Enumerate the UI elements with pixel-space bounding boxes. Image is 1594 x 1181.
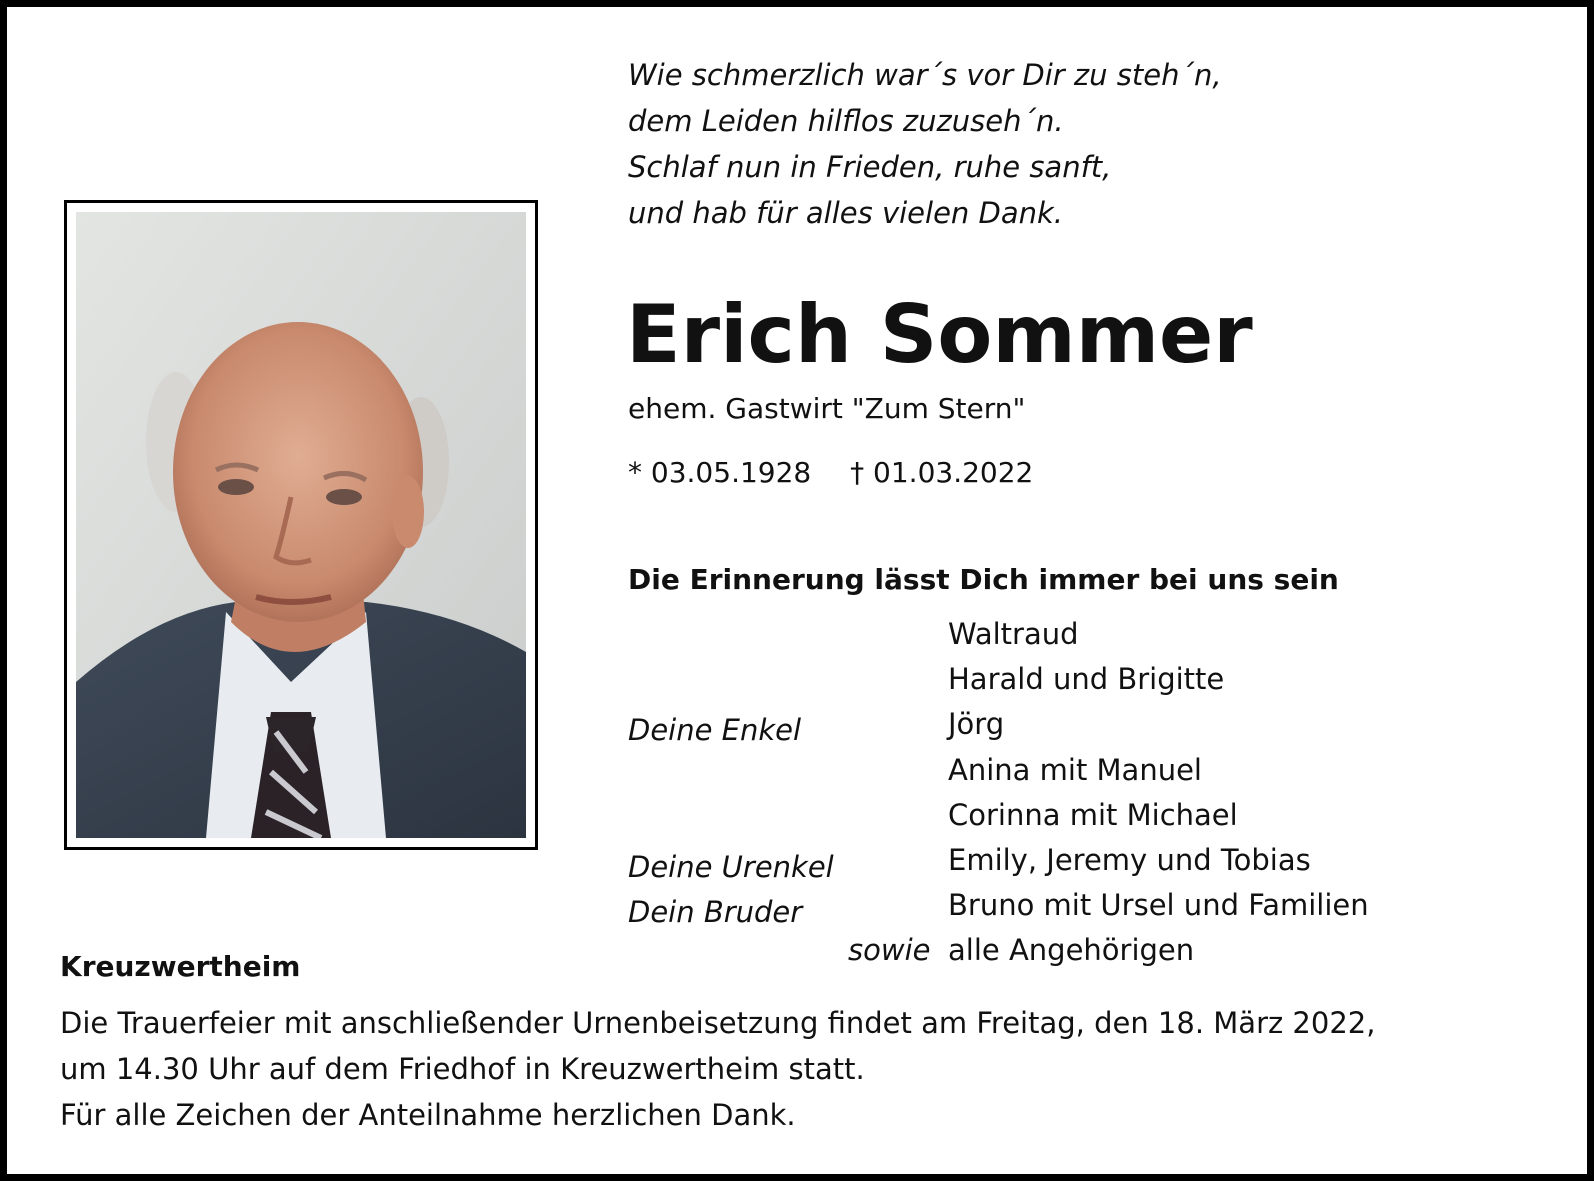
poem-line: Schlaf nun in Frieden, ruhe sanft, — [628, 150, 1112, 184]
place-name: Kreuzwertheim — [60, 950, 301, 983]
service-info — [60, 1000, 1375, 1138]
portrait-frame — [64, 200, 538, 850]
death-date: 01.03.2022 — [873, 456, 1034, 489]
mourner-name: alle Angehörigen — [948, 933, 1195, 967]
portrait-illustration — [76, 212, 526, 838]
deceased-occupation: ehem. Gastwirt "Zum Stern" — [628, 392, 1026, 425]
deceased-name: Erich Sommer — [626, 288, 1253, 381]
service-line: um 14.30 Uhr auf dem Friedhof in Kreuzwertheim statt. — [60, 1052, 865, 1086]
service-line: Für alle Zeichen der Anteilnahme herzlichen Dank. — [60, 1098, 796, 1132]
poem-line: dem Leiden hilflos zuzuseh´n. — [628, 104, 1064, 138]
mourner-name: Bruno mit Ursel und Familien — [948, 888, 1369, 922]
life-dates — [628, 456, 1033, 489]
mourner-name: Anina mit Manuel — [948, 753, 1202, 787]
service-line: Die Trauerfeier mit anschließender Urnenbeisetzung findet am Freitag, den 18. März 2022, — [60, 1006, 1376, 1040]
poem-line: und hab für alles vielen Dank. — [628, 196, 1063, 230]
mourner-name: Waltraud — [948, 617, 1079, 651]
memorial-motto: Die Erinnerung lässt Dich immer bei uns sein — [628, 563, 1339, 596]
mourner-name: Corinna mit Michael — [948, 798, 1238, 832]
poem-line: Wie schmerzlich war´s vor Dir zu steh´n, — [628, 58, 1222, 92]
mourner-name: Harald und Brigitte — [948, 662, 1225, 696]
mourner-name: Jörg — [948, 707, 1005, 741]
portrait-photo — [76, 212, 526, 838]
death-symbol: † — [850, 456, 865, 489]
birth-symbol: * — [628, 456, 642, 489]
also-label: sowie — [848, 933, 931, 967]
grandchildren-label: Deine Enkel — [628, 713, 802, 747]
great-grandchildren-label: Deine Urenkel — [628, 850, 834, 884]
brother-label: Dein Bruder — [628, 895, 803, 929]
mourner-name: Emily, Jeremy und Tobias — [948, 843, 1311, 877]
birth-date: 03.05.1928 — [650, 456, 812, 489]
poem — [628, 52, 1222, 236]
